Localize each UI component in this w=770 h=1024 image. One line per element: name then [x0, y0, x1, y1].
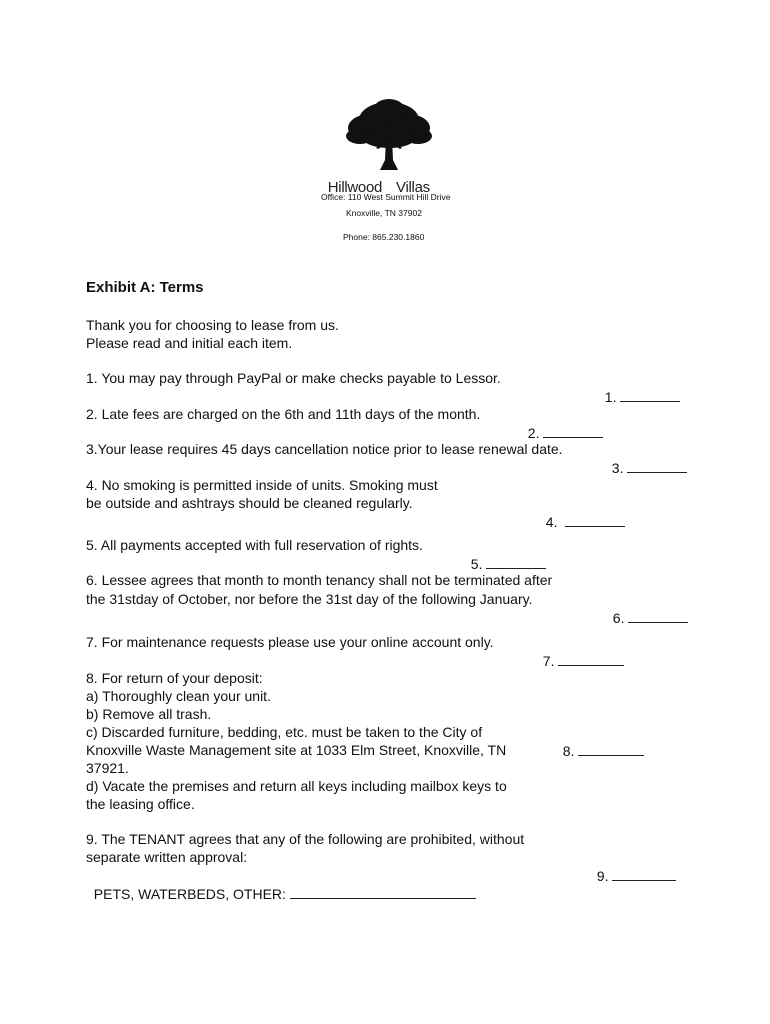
term-1-text: 1. You may pay through PayPal or make checks payable to Lessor.: [86, 370, 501, 386]
term-3-text: 3.Your lease requires 45 days cancellation notice prior to lease renewal date.: [86, 441, 563, 457]
term-6-line-1: 6. Lessee agrees that month to month tenancy shall not be terminated after: [86, 572, 553, 588]
initial-line: [486, 554, 546, 569]
office-city: Knoxville, TN 37902: [346, 208, 422, 218]
term-4-initial[interactable]: [538, 494, 625, 531]
prohibited-items-label: PETS, WATERBEDS, OTHER:: [93, 886, 286, 902]
term-9-number: 9.: [596, 868, 609, 884]
term-8-line-2: a) Thoroughly clean your unit.: [86, 688, 271, 704]
term-4-line-1: 4. No smoking is permitted inside of units. Smoking must: [86, 477, 438, 493]
brand-left: Hillwood: [327, 179, 383, 196]
term-7-text: 7. For maintenance requests please use your online account only.: [86, 634, 494, 650]
term-8-line-5: Knoxville Waste Management site at 1033 Elm Street, Knoxville, TN: [86, 742, 507, 758]
initial-line: [620, 387, 680, 402]
term-6-line-2: the 31stday of October, nor before the 31st day of the following January.: [86, 591, 533, 607]
term-8-line-8: the leasing office.: [86, 796, 195, 812]
term-3-initial[interactable]: [604, 440, 687, 477]
term-9-line-3: [86, 866, 476, 903]
term-8-line-1: 8. For return of your deposit:: [86, 670, 263, 686]
office-phone: Phone: 865.230.1860: [343, 232, 425, 242]
initial-line: [612, 866, 676, 881]
brand-right: Villas: [396, 179, 430, 196]
term-8-line-6: 37921.: [86, 760, 129, 776]
term-7-initial[interactable]: [535, 633, 624, 670]
term-2-number: 2.: [527, 425, 540, 441]
term-6-number: 6.: [612, 610, 625, 626]
term-5-text: 5. All payments accepted with full reservation of rights.: [86, 537, 423, 553]
term-2-text: 2. Late fees are charged on the 6th and 11th days of the month.: [86, 406, 481, 422]
term-9-line-1: 9. The TENANT agrees that any of the following are prohibited, without: [86, 831, 525, 847]
term-8-initial[interactable]: [555, 723, 644, 760]
initial-line: [578, 741, 644, 756]
term-1-initial[interactable]: [597, 369, 680, 406]
intro-line-1: Thank you for choosing to lease from us.: [86, 317, 339, 333]
term-4-number: 4.: [545, 514, 558, 530]
term-8-line-4: c) Discarded furniture, bedding, etc. must be taken to the City of: [86, 724, 483, 740]
term-7-number: 7.: [542, 653, 555, 669]
initial-line: [558, 651, 624, 666]
term-4-line-2: be outside and ashtrays should be cleaned regularly.: [86, 495, 413, 511]
initial-line: [627, 458, 687, 473]
term-2-initial[interactable]: [520, 405, 603, 442]
other-items-line[interactable]: [290, 884, 476, 899]
term-5-initial[interactable]: [463, 536, 546, 573]
page-title: Exhibit A: Terms: [86, 279, 204, 296]
brand-name: [320, 162, 430, 196]
initial-line: [543, 423, 603, 438]
term-6-initial[interactable]: [605, 590, 688, 627]
initial-line: [628, 608, 688, 623]
term-8-line-3: b) Remove all trash.: [86, 706, 212, 722]
term-8-line-7: d) Vacate the premises and return all keys including mailbox keys to: [86, 778, 507, 794]
term-5-number: 5.: [470, 556, 483, 572]
term-1-number: 1.: [604, 389, 617, 405]
office-address: Office: 110 West Summit Hill Drive: [321, 192, 451, 202]
term-3-number: 3.: [611, 460, 624, 476]
term-9-initial[interactable]: [589, 848, 676, 885]
term-9-line-2: separate written approval:: [86, 849, 248, 865]
initial-line: [565, 512, 625, 527]
term-8-number: 8.: [562, 743, 575, 759]
intro-line-2: Please read and initial each item.: [86, 335, 293, 351]
